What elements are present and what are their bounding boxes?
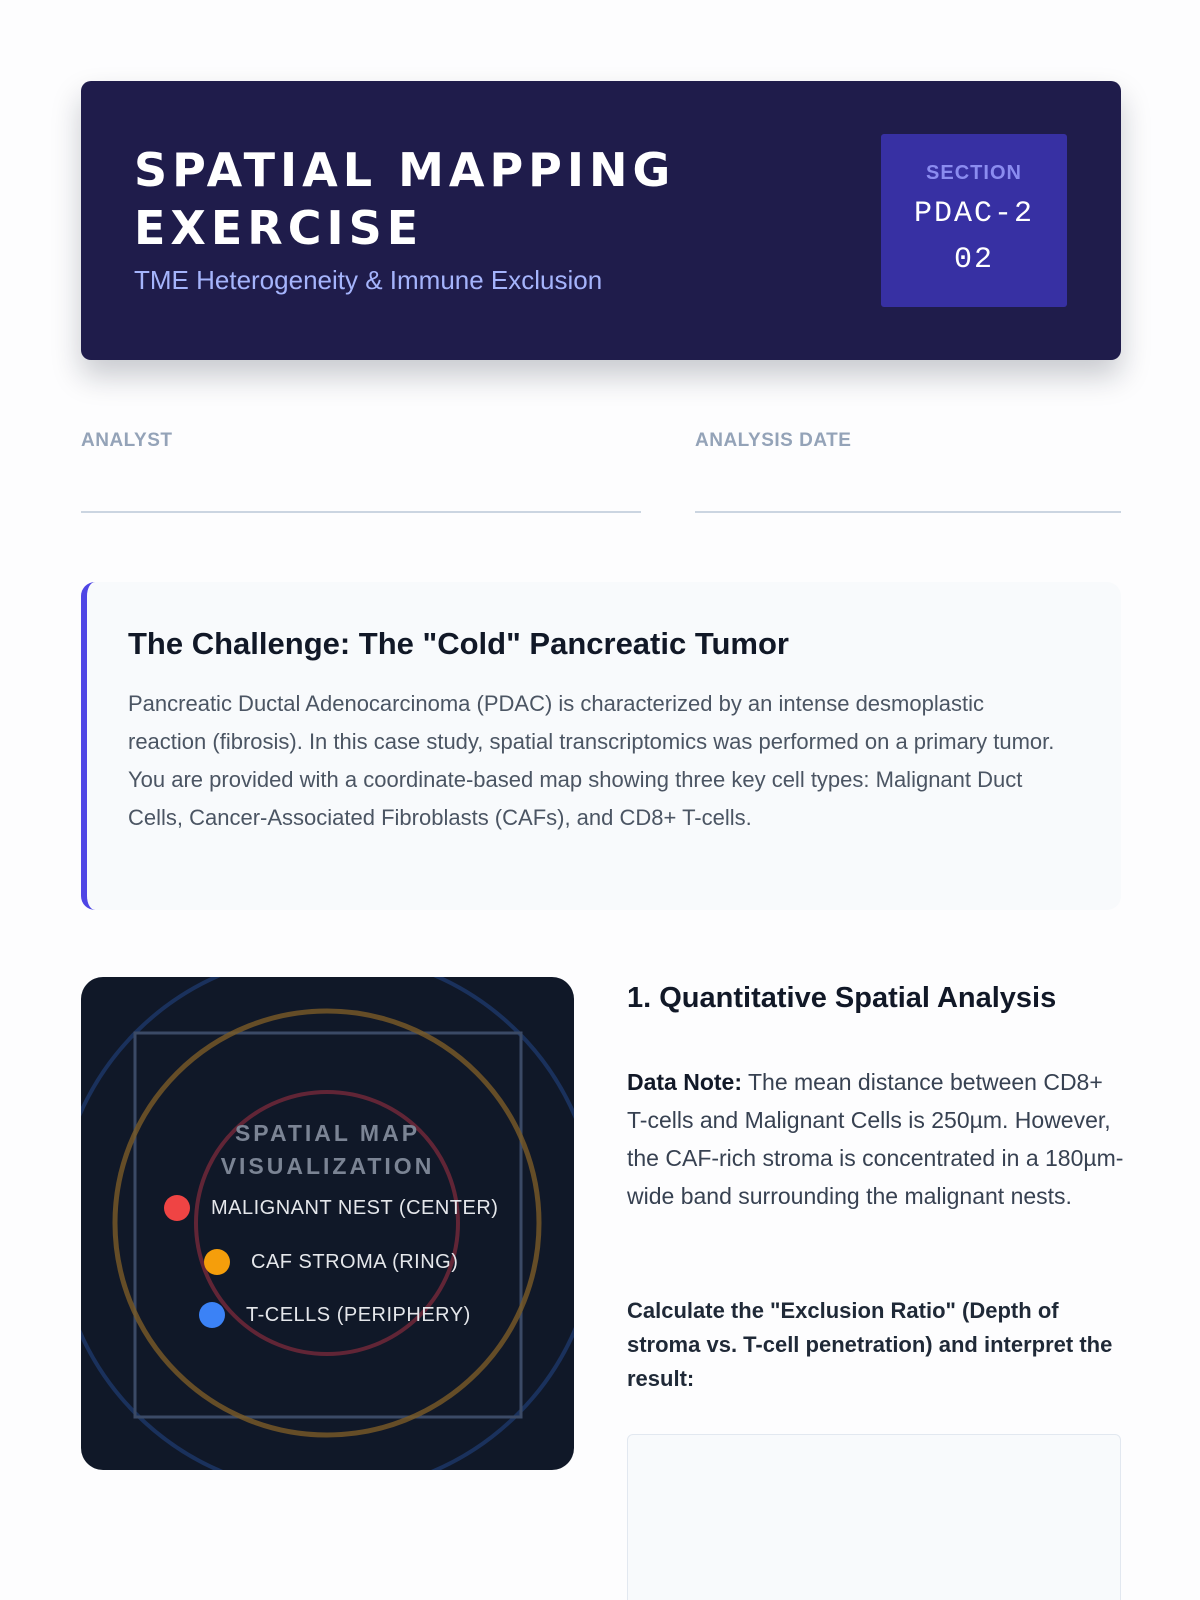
map-title-line-2: VISUALIZATION bbox=[220, 1153, 435, 1179]
legend-item-tcells bbox=[199, 1302, 471, 1328]
periphery-ring bbox=[81, 977, 574, 1470]
data-note-text: The mean distance between CD8+ T-cells and Malignant Cells is 250µm. However, the CAF-rich stroma is concentrated in a 180µm-wide band surrounding the malignant nests. bbox=[627, 1069, 1124, 1209]
header-banner bbox=[81, 81, 1121, 360]
answer-field[interactable] bbox=[627, 1434, 1121, 1600]
data-note bbox=[627, 1063, 1127, 1215]
stroma-ring bbox=[115, 1011, 539, 1435]
question-prompt: Calculate the "Exclusion Ratio" (Depth of stroma vs. T-cell penetration) and interpret the result: bbox=[627, 1298, 1113, 1391]
challenge-box bbox=[81, 582, 1121, 910]
legend-label: T-CELLS (PERIPHERY) bbox=[246, 1303, 471, 1326]
challenge-title: The Challenge: The "Cold" Pancreatic Tumor bbox=[128, 626, 789, 661]
malignant-dot-icon bbox=[164, 1195, 190, 1221]
spatial-map bbox=[81, 977, 574, 1470]
analysis-date-field[interactable] bbox=[695, 511, 1121, 513]
analysis-date-label: ANALYSIS DATE bbox=[695, 430, 852, 451]
page-title: SPATIAL MAPPING EXERCISE bbox=[134, 143, 676, 255]
map-title bbox=[81, 1117, 574, 1183]
page-subtitle: TME Heterogeneity & Immune Exclusion bbox=[134, 265, 603, 295]
legend-item-caf bbox=[204, 1249, 458, 1275]
legend-label: MALIGNANT NEST (CENTER) bbox=[211, 1196, 499, 1219]
caf-dot-icon bbox=[204, 1249, 230, 1275]
legend-label: CAF STROMA (RING) bbox=[251, 1250, 459, 1273]
analysis-title: 1. Quantitative Spatial Analysis bbox=[627, 982, 1057, 1014]
challenge-body: Pancreatic Ductal Adenocarcinoma (PDAC) is characterized by an intense desmoplastic reaction (fibrosis). In this case study, spatial transcriptomics was performed on a primary tumor. You are provided with a coordinate-based map showing three key cell types: Malignant Duct Cells, Cancer-Associated Fibroblasts (CAFs), and CD8+ T-cells. bbox=[128, 691, 1055, 830]
section-value: PDAC-202 bbox=[913, 197, 1035, 277]
analyst-field[interactable] bbox=[81, 511, 641, 513]
section-badge bbox=[881, 134, 1067, 307]
legend-item-malignant bbox=[164, 1195, 498, 1221]
map-title-line-1: SPATIAL MAP bbox=[234, 1120, 421, 1146]
tcell-dot-icon bbox=[199, 1302, 225, 1328]
section-label: SECTION bbox=[926, 162, 1022, 184]
spatial-map-graphic bbox=[81, 977, 574, 1470]
analyst-label: ANALYST bbox=[81, 430, 173, 451]
data-note-label: Data Note: bbox=[627, 1069, 743, 1095]
